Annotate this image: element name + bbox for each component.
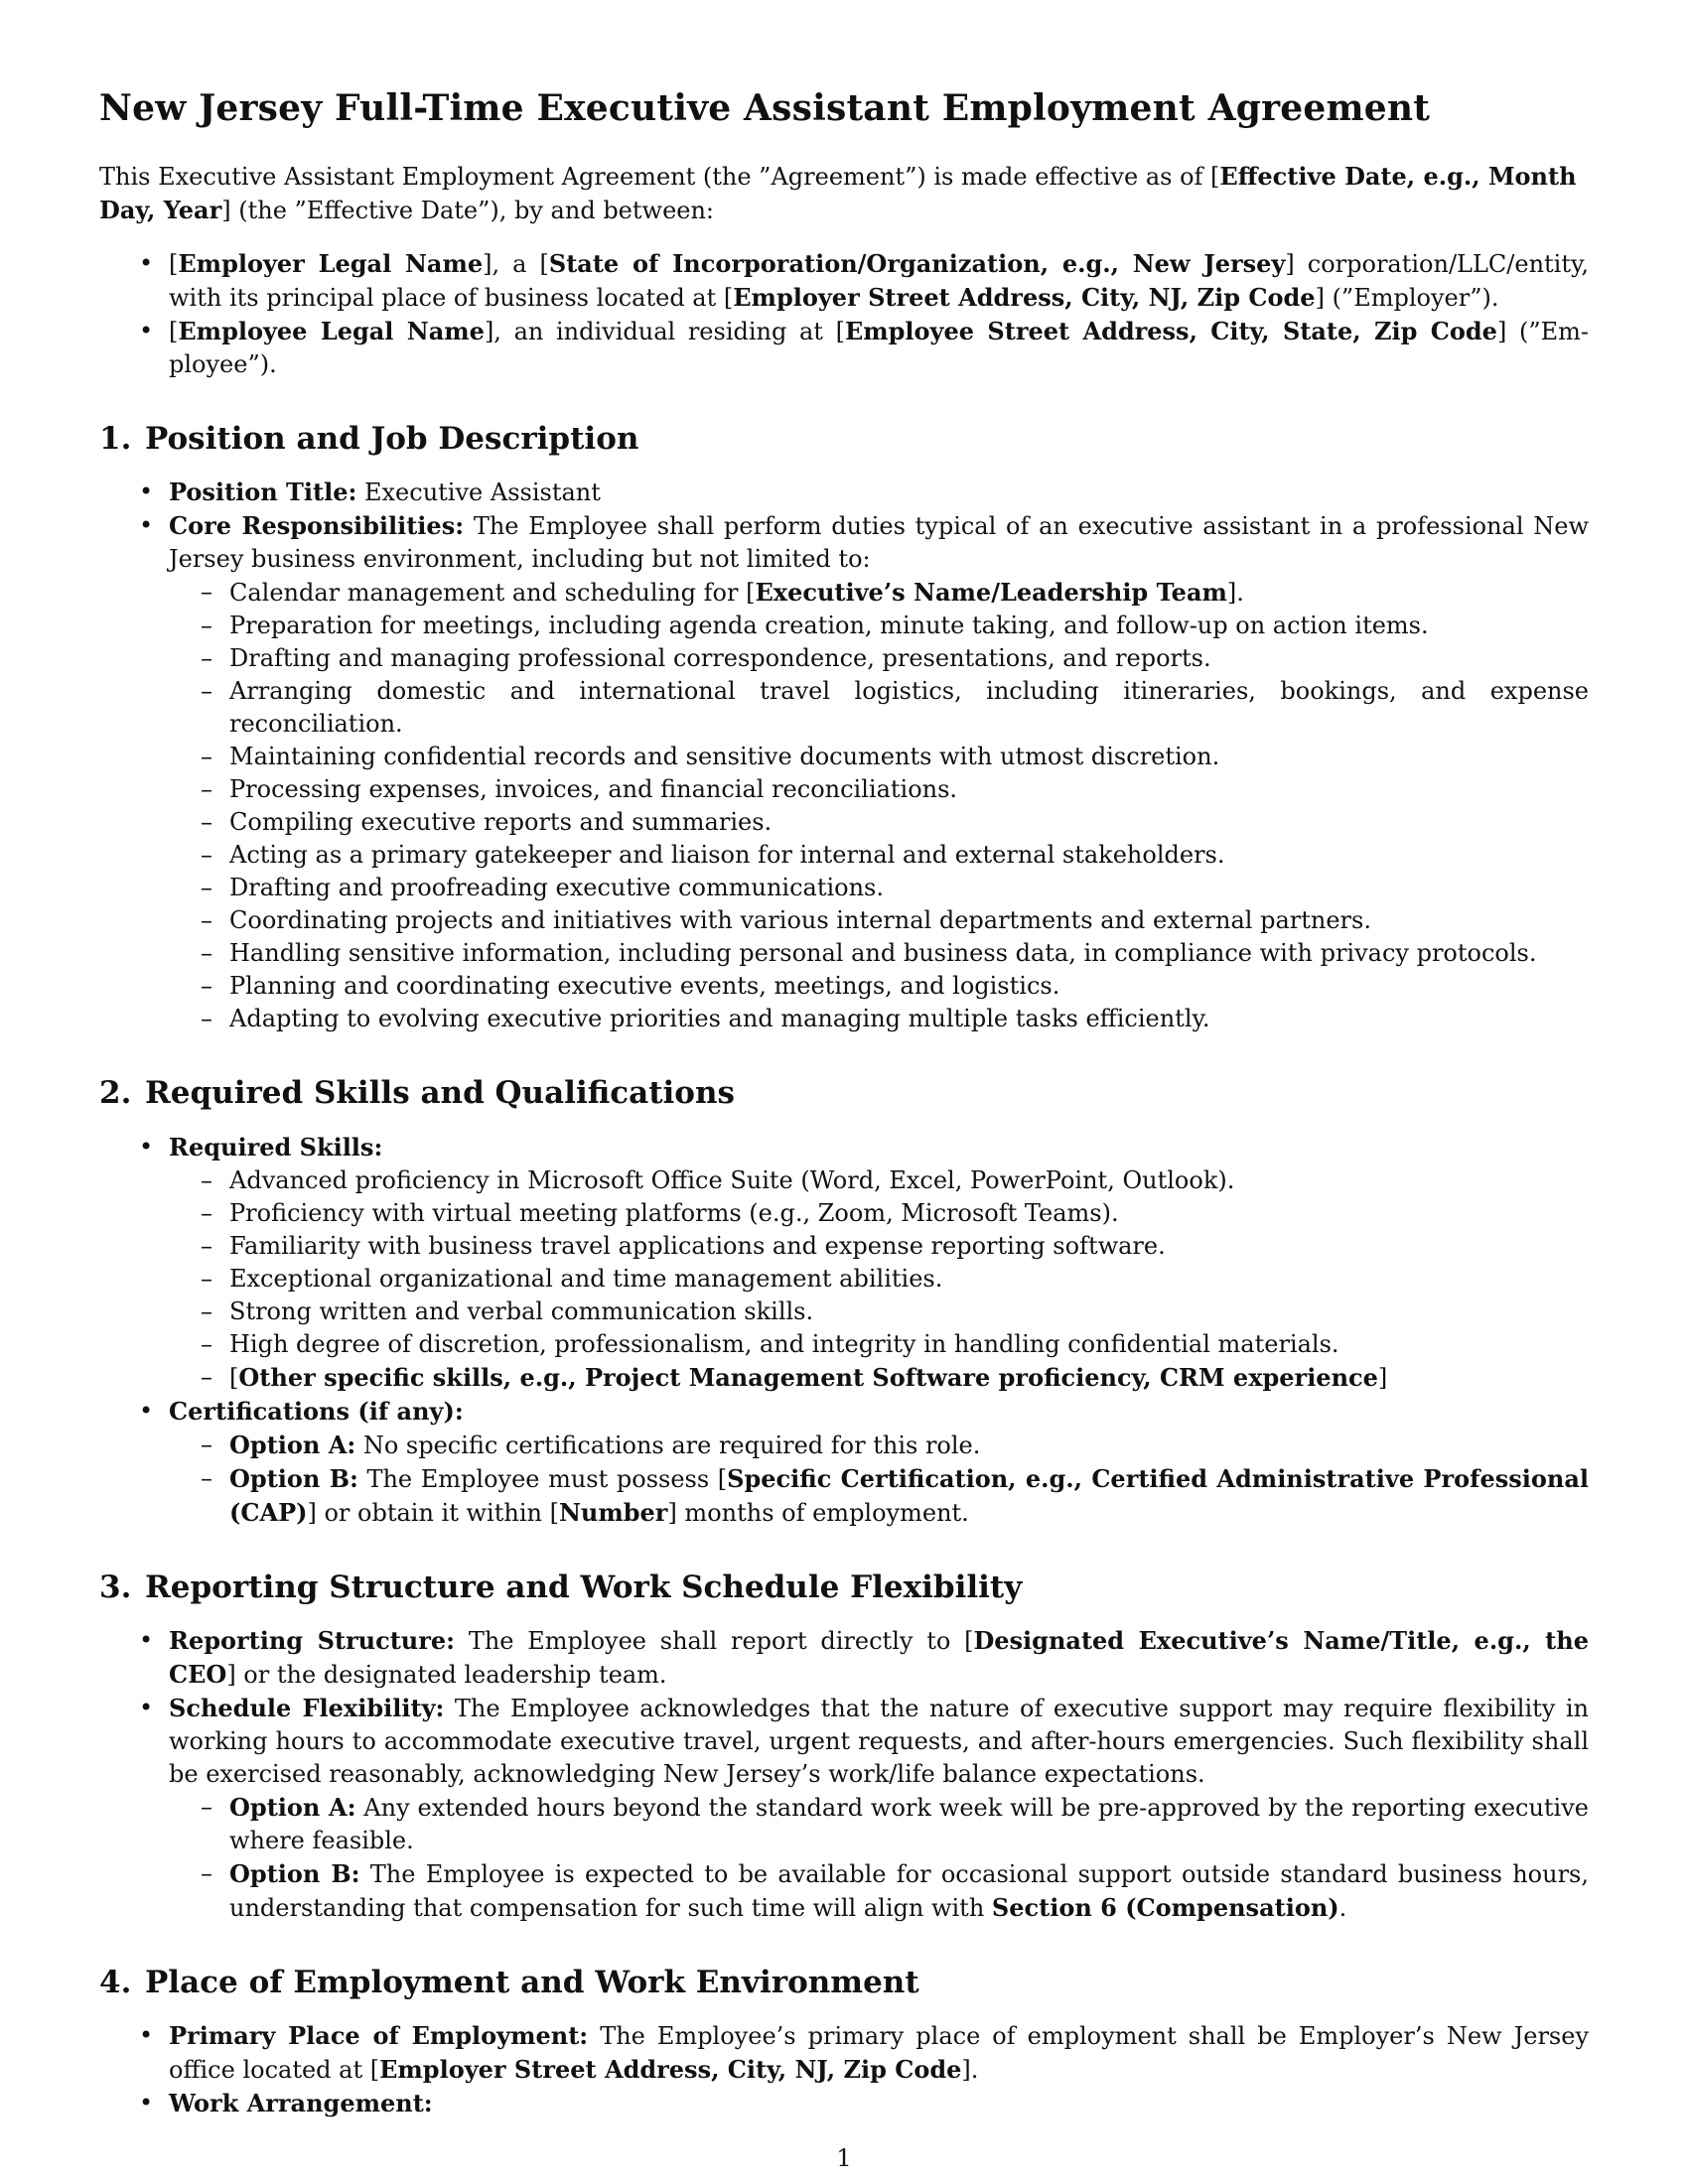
- effective-date-placeholder: Effective Date, e.g., Month Day, Year: [99, 162, 1577, 225]
- list-item: – Planning and coordinating executive events, meetings, and logistics.: [169, 970, 1589, 1003]
- list-item: – Proficiency with virtual meeting platforms (e.g., Zoom, Microsoft Teams).: [169, 1197, 1589, 1230]
- document-page: [99, 87, 1589, 2120]
- certification-options: [169, 1429, 1589, 1530]
- employee-address-placeholder: Employee Street Address, City, State, Zip Code: [844, 317, 1497, 346]
- executive-name-placeholder: Executive’s Name/Leadership Team: [755, 578, 1227, 608]
- list-item: – Exceptional organizational and time management abilities.: [169, 1263, 1589, 1296]
- position-title-item: • Position Title: Executive Assistant: [99, 476, 1589, 509]
- section-title: Place of Employment and Work Environment: [145, 1964, 919, 2000]
- list-item: – Adapting to evolving executive priorities and managing multiple tasks efficiently.: [169, 1003, 1589, 1035]
- reporting-structure-item: • Reporting Structure: The Employee shall report directly to [Designated Executive’s Name/Title, e.g., the CEO] or the designated leadership team.: [99, 1624, 1589, 1692]
- work-arrangement-item: • Work Arrangement:: [99, 2087, 1589, 2120]
- section-1-list: [99, 476, 1589, 1035]
- intro-paragraph: [99, 160, 1589, 227]
- list-item: – Advanced proficiency in Microsoft Office Suite (Word, Excel, PowerPoint, Outlook).: [169, 1164, 1589, 1197]
- section-number: 4.: [99, 1964, 132, 2000]
- section-3-heading: [99, 1570, 1589, 1606]
- employer-name-placeholder: Employer Legal Name: [178, 249, 484, 279]
- schedule-options: [169, 1791, 1589, 1925]
- parties-list: [99, 247, 1589, 381]
- page-number: 1: [836, 2144, 852, 2172]
- document-title: New Jersey Full-Time Executive Assistant Employment Agreement: [99, 87, 1431, 129]
- list-item: – High degree of discretion, professionalism, and integrity in handling confidential materials.: [169, 1328, 1589, 1361]
- section-title: Reporting Structure and Work Schedule Flexibility: [145, 1569, 1023, 1605]
- list-item: – Strong written and verbal communication skills.: [169, 1296, 1589, 1328]
- section-2-heading: [99, 1075, 1589, 1112]
- section-title: Required Skills and Qualifications: [145, 1075, 735, 1112]
- certification-placeholder: Specific Certification, e.g., Certified Administrative Professional (CAP): [229, 1463, 1589, 1527]
- list-item: – Calendar management and scheduling for [Executive’s Name/Leadership Team].: [169, 576, 1589, 610]
- list-item: – Processing expenses, invoices, and financial reconciliations.: [169, 773, 1589, 806]
- option-b: – Option B: The Employee must possess [Specific Certification, e.g., Certified Administrative Professional (CAP)] or obtain it within [Number] months of employment.: [169, 1462, 1589, 1530]
- required-skills-item: • Required Skills: – Advanced proficiency in Microsoft Office Suite (Word, Excel, PowerPoint, Outlook). – Proficiency with virtual meeting platforms (e.g., Zoom, Microsoft Teams). – Familiarity with business travel applications and expense reporting software. – Exceptional organizational and time management abilities. – Strong written and verbal communication skills. – High degree of discretion, professionalism, and integrity in handling confidential materials. – [Other specific skills, e.g., Project Management Software proficiency, CRM experience]: [99, 1131, 1589, 1395]
- section-1-heading: [99, 421, 1589, 458]
- list-item: – Acting as a primary gatekeeper and liaison for internal and external stakeholders.: [169, 839, 1589, 872]
- executive-title-placeholder: Designated Executive’s Name/Title, e.g., the CEO: [169, 1625, 1589, 1689]
- list-item: – [Other specific skills, e.g., Project Management Software proficiency, CRM experience]: [169, 1361, 1589, 1395]
- employer-address-placeholder: Employer Street Address, City, NJ, Zip Code: [733, 283, 1316, 313]
- option-a: – Option A: Any extended hours beyond the standard work week will be pre-approved by the reporting executive where feasible.: [169, 1791, 1589, 1857]
- other-skills-placeholder: Other specific skills, e.g., Project Management Software proficiency, CRM experience: [238, 1362, 1378, 1392]
- employee-name-placeholder: Employee Legal Name: [178, 317, 485, 346]
- other-skills-list: [169, 1361, 1589, 1395]
- certifications-item: • Certifications (if any): – Option A: No specific certifications are required for this role. – Option B: The Employee must possess [Specific Certification, e.g., Certified Administrative Professional (CAP)] or obtain it within [Number] months of employment.: [99, 1395, 1589, 1530]
- section-reference: Section 6 (Compensation): [991, 1892, 1339, 1922]
- core-responsibilities-item: • Core Responsibilities: The Employee shall perform duties typical of an executive assistant in a professional New Jersey business environment, including but not limited to: – Calendar management and scheduling for [Executive’s Name/Leadership Team]. – Preparation for meetings, including agenda creation, minute taking, and follow-up on action items. – Drafting and managing professional correspondence, presentations, and reports. – Arranging domestic and international travel logistics, including itineraries, bookings, and expense reconciliation. – Maintaining confidential records and sensitive documents with utmost discretion. – Processing expenses, invoices, and financial reconciliations. – Compiling executive reports and summaries. – Acting as a primary gatekeeper and liaison for internal and external stakeholders. – Drafting and proofreading executive communications. – Coordinating projects and initiatives with various internal departments and external partners. – Handling sensitive information, including personal and business data, in compliance with privacy protocols. – Planning and coordinating executive events, meetings, and logistics. – Adapting to evolving executive priorities and managing multiple tasks efficiently.: [99, 509, 1589, 1035]
- list-item: – Compiling executive reports and summaries.: [169, 806, 1589, 839]
- list-item: – Coordinating projects and initiatives with various internal departments and external partners.: [169, 904, 1589, 937]
- section-2-list: [99, 1131, 1589, 1530]
- list-item: – Drafting and managing professional correspondence, presentations, and reports.: [169, 642, 1589, 675]
- section-3-list: [99, 1624, 1589, 1925]
- list-item: – Familiarity with business travel applications and expense reporting software.: [169, 1230, 1589, 1263]
- section-title: Position and Job Description: [145, 421, 639, 458]
- list-item: – Drafting and proofreading executive communications.: [169, 872, 1589, 904]
- intro-text: This Executive Assistant Employment Agreement (the ”Agreement”) is made effective as of [: [99, 163, 1220, 192]
- primary-place-item: • Primary Place of Employment: The Employee’s primary place of employment shall be Employer’s New Jersey office located at [Employer Street Address, City, NJ, Zip Code].: [99, 2019, 1589, 2087]
- responsibilities-list: [169, 576, 1589, 1035]
- section-number: 1.: [99, 421, 132, 458]
- intro-text: ] (the ”Effective Date”), by and between:: [221, 197, 715, 225]
- office-address-placeholder: Employer Street Address, City, NJ, Zip Code: [379, 2054, 962, 2084]
- section-number: 2.: [99, 1075, 132, 1112]
- section-4-list: [99, 2019, 1589, 2120]
- list-item: – Preparation for meetings, including agenda creation, minute taking, and follow-up on action items.: [169, 610, 1589, 642]
- option-a: – Option A: No specific certifications are required for this role.: [169, 1429, 1589, 1462]
- skills-list: [169, 1164, 1589, 1361]
- schedule-flexibility-item: • Schedule Flexibility: The Employee acknowledges that the nature of executive support may require flexibility in working hours to accommodate executive travel, urgent requests, and after-hours emergencies. Such flexibility shall be exercised reasonably, acknowledging New Jersey’s work/life balance expectations. – Option A: Any extended hours beyond the standard work week will be pre-approved by the reporting executive where feasible. – Option B: The Employee is expected to be available for occasional support outside standard business hours, understanding that compensation for such time will align with Section 6 (Compensation).: [99, 1692, 1589, 1925]
- option-b: – Option B: The Employee is expected to be available for occasional support outside standard business hours, understanding that compensation for such time will align with Section 6 (Compensation).: [169, 1857, 1589, 1925]
- employee-party: • [Employee Legal Name], an individual residing at [Employee Street Address, City, State, Zip Code] (”Employee”).: [99, 315, 1589, 381]
- list-item: – Maintaining confidential records and sensitive documents with utmost discretion.: [169, 741, 1589, 773]
- state-placeholder: State of Incorporation/Organization, e.g., New Jersey: [548, 249, 1286, 279]
- number-placeholder: Number: [558, 1497, 668, 1527]
- section-4-heading: [99, 1965, 1589, 2001]
- list-item: – Handling sensitive information, including personal and business data, in compliance with privacy protocols.: [169, 937, 1589, 970]
- list-item: – Arranging domestic and international travel logistics, including itineraries, bookings, and expense reconciliation.: [169, 675, 1589, 741]
- employer-party: • [Employer Legal Name], a [State of Incorporation/Organization, e.g., New Jersey] corporation/LLC/entity, with its principal place of business located at [Employer Street Address, City, NJ, Zip Code] (”Employer”).: [99, 247, 1589, 315]
- section-number: 3.: [99, 1569, 132, 1605]
